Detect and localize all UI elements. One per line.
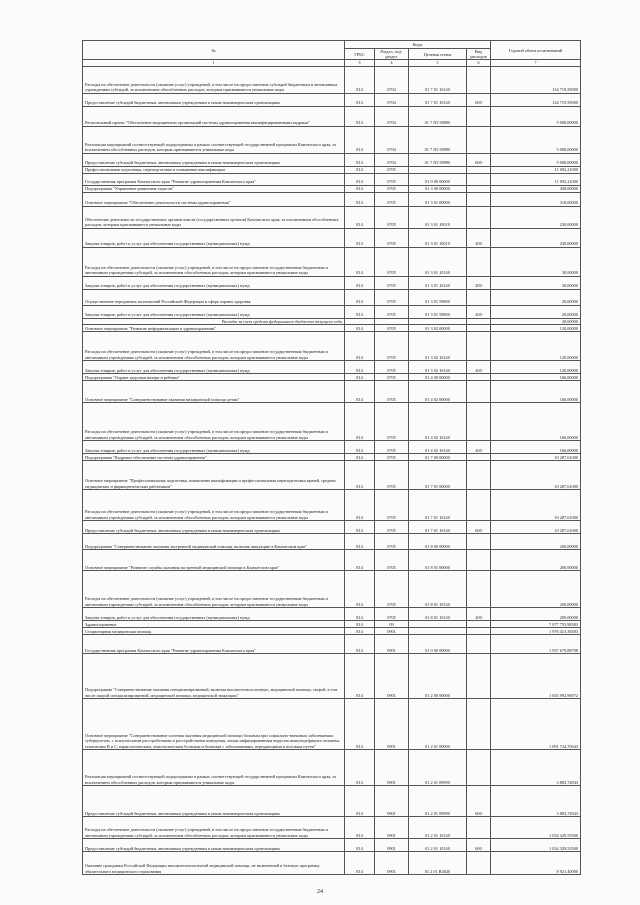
col-number-3: 3 xyxy=(345,60,375,66)
cell-sum: 3 883,74843 xyxy=(491,749,581,785)
cell-sec: 0705 xyxy=(375,549,409,570)
cell-grbs: 814 xyxy=(345,749,375,785)
cell-vid xyxy=(467,533,491,549)
cell-item: 01 2 01 R4020 xyxy=(409,851,467,874)
cell-item xyxy=(409,627,467,634)
cell-sec: 0705 xyxy=(375,533,409,549)
cell-grbs: 814 xyxy=(345,173,375,185)
cell-sec: 0705 xyxy=(375,402,409,440)
cell-item: 01 4 00 00000 xyxy=(409,373,467,380)
cell-vid: 200 xyxy=(467,360,491,373)
cell-sec: 0705 xyxy=(375,276,409,289)
cell-grbs: 814 xyxy=(345,331,375,360)
table-row xyxy=(83,489,581,520)
cell-name: Расходы на обеспечение деятельности (оказание услуг) учреждений, в том числе на предоставление государственным бюджетным и автономным учреждениям субсидий, за исключением обособленных расходов, которым присваиваются уникальные коды xyxy=(83,816,345,838)
cell-sum: 10 287,61000 xyxy=(491,453,581,460)
cell-sum: 120,00000 xyxy=(491,360,581,373)
cell-name: Осуществление переданных полномочий Российской Федерации в сфере охраны здоровья xyxy=(83,289,345,305)
col-number-4: 4 xyxy=(375,60,409,66)
cell-item: 01 3 00 00000 xyxy=(409,185,467,192)
cell-sec: 0705 xyxy=(375,192,409,206)
table-row xyxy=(83,289,581,305)
cell-item: 01 3 02 00000 xyxy=(409,324,467,331)
cell-sec: 0705 xyxy=(375,185,409,192)
cell-item: 01 3 01 59800 xyxy=(409,289,467,305)
cell-name: Подпрограмма "Совершенствование оказания экстренной медицинской помощи, включая эвакуацию в Камчатском крае" xyxy=(83,533,345,549)
cell-name: Расходы на обеспечение деятельности (оказание услуг) учреждений, в том числе на предоставление государственным бюджетным и автономным учреждениям субсидий, за исключением обособленных расходов, которым присваиваются уникальные коды xyxy=(83,331,345,360)
table-row xyxy=(83,816,581,838)
header-grbs: ГРБС xyxy=(345,49,375,60)
cell-sec: 0901 xyxy=(375,749,409,785)
cell-name: Расходы на обеспечение деятельности (оказание услуг) учреждений, в том числе на предоставление субсидий бюджетным и автономным учреждениям субсидий, за исключением обособленных расходов, которым присваиваются уникальные коды xyxy=(83,66,345,93)
cell-sum: 166,00000 xyxy=(491,402,581,440)
cell-vid xyxy=(467,173,491,185)
cell-vid: 600 xyxy=(467,520,491,533)
cell-sec: 0704 xyxy=(375,106,409,126)
table-row xyxy=(83,549,581,570)
table-row xyxy=(83,373,581,380)
cell-item: 01 7 01 10140 xyxy=(409,520,467,533)
cell-sec: 0901 xyxy=(375,851,409,874)
cell-sum: 10 287,61000 xyxy=(491,520,581,533)
cell-sum: 1 034 329,53500 xyxy=(491,816,581,838)
cell-name: Подпрограмма "Совершенствование оказания специализированной, включая высокотехнологичную, медицинской помощи, скорой, в том числе скорой специализированной, медицинской помощи, медицинской эвакуации" xyxy=(83,653,345,698)
cell-sec: 0705 xyxy=(375,324,409,331)
table-row xyxy=(83,533,581,549)
cell-vid xyxy=(467,373,491,380)
cell-vid: 600 xyxy=(467,838,491,851)
cell-sec: 0705 xyxy=(375,453,409,460)
cell-vid: 200 xyxy=(467,607,491,620)
cell-name: Закупка товаров, работ и услуг для обеспечения государственных (муниципальных) нужд xyxy=(83,305,345,318)
cell-grbs: 814 xyxy=(345,66,375,93)
cell-vid xyxy=(467,749,491,785)
cell-name: Основное мероприятие "Обеспечение деятельности системы здравоохранения" xyxy=(83,192,345,206)
cell-sum: 120,00000 xyxy=(491,324,581,331)
cell-sum: 1 976 413,38483 xyxy=(491,627,581,634)
cell-vid xyxy=(467,489,491,520)
cell-name: Предоставление субсидий бюджетным, автономным учреждениям и иным некоммерческим организациям xyxy=(83,153,345,166)
cell-item: 01 2 01 09990 xyxy=(409,749,467,785)
cell-sec: 0705 xyxy=(375,331,409,360)
cell-grbs: 814 xyxy=(345,289,375,305)
header-section: Раздел, под- раздел xyxy=(375,49,409,60)
cell-name: Расходы за счет средств федерального бюджета текущего года xyxy=(83,318,345,324)
cell-sum: 11 092,21000 xyxy=(491,173,581,185)
cell-name: Расходы на обеспечение деятельности (оказание услуг) учреждений, в том числе на предоставление государственным бюджетным и автономным учреждениям субсидий, за исключением обособленных расходов, которым присваиваются уникальные коды xyxy=(83,570,345,607)
cell-grbs: 814 xyxy=(345,276,375,289)
col-number-5: 5 xyxy=(409,60,467,66)
cell-item: 01 8 01 10140 xyxy=(409,607,467,620)
cell-grbs: 814 xyxy=(345,698,375,749)
cell-sum: 120,00000 xyxy=(491,331,581,360)
cell-sum: 230,00000 xyxy=(491,228,581,247)
cell-grbs: 814 xyxy=(345,360,375,373)
cell-vid xyxy=(467,247,491,276)
header-vid: Вид расходов xyxy=(467,49,491,60)
cell-sec: 0704 xyxy=(375,153,409,166)
cell-vid xyxy=(467,570,491,607)
cell-sec: 0705 xyxy=(375,373,409,380)
col-number-6: 6 xyxy=(467,60,491,66)
cell-vid xyxy=(467,289,491,305)
cell-sum: 30,00000 xyxy=(491,247,581,276)
cell-sum: 10 287,61000 xyxy=(491,489,581,520)
table-row xyxy=(83,440,581,453)
cell-sum: 28,60000 xyxy=(491,305,581,318)
cell-grbs: 814 xyxy=(345,520,375,533)
cell-name: Основное мероприятие "Совершенствование оказания медицинской помощи детям" xyxy=(83,380,345,402)
cell-grbs: 814 xyxy=(345,549,375,570)
cell-name: Здравоохранение xyxy=(83,620,345,627)
cell-vid: 600 xyxy=(467,153,491,166)
cell-grbs: 814 xyxy=(345,153,375,166)
cell-item: 01 8 01 10140 xyxy=(409,570,467,607)
cell-item: 01 3 01 10140 xyxy=(409,276,467,289)
cell-name: Закупка товаров, работ и услуг для обеспечения государственных (муниципальных) нужд xyxy=(83,276,345,289)
cell-vid xyxy=(467,453,491,460)
cell-sec: 0901 xyxy=(375,816,409,838)
cell-name: Расходы на обеспечение деятельности (оказание услуг) учреждений, в том числе на предоставление государственным бюджетным и автономным учреждениям субсидий, за исключением обособленных расходов, которым присваиваются уникальные коды xyxy=(83,489,345,520)
cell-name: Оказание гражданам Российской Федерации высокотехнологичной медицинской помощи, не включенной в базовую программу обязательного медицинского страхования xyxy=(83,851,345,874)
cell-sec: 0901 xyxy=(375,634,409,653)
table-row xyxy=(83,206,581,228)
cell-grbs: 814 xyxy=(345,402,375,440)
cell-sec: 0705 xyxy=(375,305,409,318)
cell-sum: 8 921,40000 xyxy=(491,851,581,874)
cell-name: Подпрограмма "Управление развитием отрасли" xyxy=(83,185,345,192)
cell-sec: 0705 xyxy=(375,460,409,489)
cell-name: Расходы на обеспечение деятельности (оказание услуг) учреждений, в том числе на предоставление государственным бюджетным и автономным учреждениям субсидий, за исключением обособленных расходов, которым присваиваются уникальные коды xyxy=(83,247,345,276)
cell-sum: 10 287,61000 xyxy=(491,460,581,489)
cell-sum: 5 000,00000 xyxy=(491,106,581,126)
col-number-1: 1 xyxy=(83,60,345,66)
cell-item: 01 7 N5 09990 xyxy=(409,126,467,153)
cell-grbs: 814 xyxy=(345,126,375,153)
table-row xyxy=(83,749,581,785)
cell-vid: 200 xyxy=(467,305,491,318)
cell-sec: 0705 xyxy=(375,173,409,185)
cell-sec: 0705 xyxy=(375,570,409,607)
cell-item: 01 7 01 10140 xyxy=(409,489,467,520)
cell-sec: 0705 xyxy=(375,206,409,228)
cell-sec: 0705 xyxy=(375,247,409,276)
table-row xyxy=(83,653,581,698)
cell-vid xyxy=(467,653,491,698)
cell-vid xyxy=(467,331,491,360)
cell-sum: 28,60000 xyxy=(491,289,581,305)
cell-item: 01 4 02 00000 xyxy=(409,380,467,402)
table-row xyxy=(83,324,581,331)
cell-vid: 200 xyxy=(467,440,491,453)
cell-item: 01 4 02 10140 xyxy=(409,440,467,453)
table-row xyxy=(83,785,581,816)
cell-item: 01 3 01 10140 xyxy=(409,247,467,276)
cell-name: Региональный проект "Обеспечение медицинских организаций системы здравоохранения квалифицированными кадрами" xyxy=(83,106,345,126)
cell-grbs: 814 xyxy=(345,533,375,549)
table-body xyxy=(83,66,581,874)
cell-sum: 3 883,74843 xyxy=(491,785,581,816)
cell-item: 01 2 00 00000 xyxy=(409,653,467,698)
table-row xyxy=(83,380,581,402)
cell-name: Предоставление субсидий бюджетным, автономным учреждениям и иным некоммерческим организациям xyxy=(83,520,345,533)
col-number-7: 7 xyxy=(491,60,581,66)
page-number: 24 xyxy=(317,889,323,895)
cell-grbs: 814 xyxy=(345,185,375,192)
table-row xyxy=(83,570,581,607)
table-header xyxy=(83,41,581,67)
cell-vid xyxy=(467,166,491,173)
table-row xyxy=(83,305,581,318)
cell-item: 01 0 00 00000 xyxy=(409,634,467,653)
cell-sec: 0705 xyxy=(375,440,409,453)
cell-grbs: 814 xyxy=(345,440,375,453)
cell-vid xyxy=(467,549,491,570)
table-row xyxy=(83,192,581,206)
cell-grbs: 814 xyxy=(345,653,375,698)
cell-name: Основное мероприятие "Развитие информатизации в здравоохранении" xyxy=(83,324,345,331)
header-number: № xyxy=(83,41,345,60)
cell-grbs: 814 xyxy=(345,627,375,634)
cell-sec: 0705 xyxy=(375,289,409,305)
cell-sum: 1 635 992,96972 xyxy=(491,653,581,698)
table-row xyxy=(83,838,581,851)
cell-name: Закупка товаров, работ и услуг для обеспечения государственных (муниципальных) нужд xyxy=(83,360,345,373)
cell-sum: 200,00000 xyxy=(491,533,581,549)
cell-sec: 0901 xyxy=(375,627,409,634)
cell-item: 01 2 01 00000 xyxy=(409,698,467,749)
cell-vid xyxy=(467,851,491,874)
cell-grbs: 814 xyxy=(345,324,375,331)
cell-sec: 0704 xyxy=(375,93,409,106)
table-row xyxy=(83,166,581,173)
cell-item xyxy=(409,620,467,627)
cell-grbs: 814 xyxy=(345,305,375,318)
cell-sum: 200,00000 xyxy=(491,607,581,620)
cell-vid xyxy=(467,698,491,749)
cell-item: 01 3 02 10140 xyxy=(409,331,467,360)
cell-sum: 438,60000 xyxy=(491,185,581,192)
cell-sec: 0705 xyxy=(375,166,409,173)
cell-name: Профессиональная подготовка, переподготовка и повышение квалификации xyxy=(83,166,345,173)
cell-vid xyxy=(467,126,491,153)
cell-sum: 11 092,21000 xyxy=(491,166,581,173)
cell-sum: 166,00000 xyxy=(491,373,581,380)
cell-sec: 0705 xyxy=(375,380,409,402)
table-row xyxy=(83,106,581,126)
cell-item: 01 4 02 10140 xyxy=(409,402,467,440)
table-row xyxy=(83,331,581,360)
cell-item: 01 3 01 00000 xyxy=(409,192,467,206)
cell-sum: 134 719,59000 xyxy=(491,93,581,106)
cell-item: 01 3 01 10010 xyxy=(409,228,467,247)
cell-item: 01 3 02 10140 xyxy=(409,360,467,373)
cell-sum: 230,00000 xyxy=(491,206,581,228)
cell-item: 01 7 01 10140 xyxy=(409,66,467,93)
table-row xyxy=(83,276,581,289)
cell-sec: 0705 xyxy=(375,360,409,373)
cell-name: Закупка товаров, работ и услуг для обеспечения государственных (муниципальных) нужд xyxy=(83,440,345,453)
cell-vid: 600 xyxy=(467,93,491,106)
table-row xyxy=(83,153,581,166)
cell-grbs: 814 xyxy=(345,192,375,206)
cell-item: 01 2 01 10140 xyxy=(409,816,467,838)
cell-grbs: 814 xyxy=(345,634,375,653)
cell-name: Предоставление субсидий бюджетным, автономным учреждениям и иным некоммерческим организациям xyxy=(83,838,345,851)
table-row xyxy=(83,453,581,460)
cell-grbs: 814 xyxy=(345,206,375,228)
cell-sum: 318,60000 xyxy=(491,192,581,206)
cell-item: 01 7 01 10140 xyxy=(409,93,467,106)
cell-vid: 600 xyxy=(467,785,491,816)
cell-name: Государственная программа Камчатского края "Развитие здравоохранения Камчатского края" xyxy=(83,634,345,653)
table-row xyxy=(83,402,581,440)
table-row xyxy=(83,360,581,373)
header-codes: Коды xyxy=(345,41,491,49)
cell-sum: 5 000,00000 xyxy=(491,153,581,166)
cell-sec: 0705 xyxy=(375,520,409,533)
table-row xyxy=(83,66,581,93)
cell-item: 01 7 N5 00000 xyxy=(409,106,467,126)
cell-item: 01 8 00 00000 xyxy=(409,533,467,549)
cell-name: Обеспечение деятельности государственных органов власти (государственных органов) Камчатского края, за исключением обособленных расходов, которым присваиваются уникальные коды xyxy=(83,206,345,228)
cell-grbs: 814 xyxy=(345,373,375,380)
cell-vid xyxy=(467,380,491,402)
table-row xyxy=(83,851,581,874)
cell-vid: 200 xyxy=(467,276,491,289)
cell-sec: 0901 xyxy=(375,698,409,749)
cell-name: Стационарная медицинская помощь xyxy=(83,627,345,634)
cell-sum: 28,60000 xyxy=(491,318,581,324)
cell-sec: 0705 xyxy=(375,228,409,247)
cell-item xyxy=(409,166,467,173)
cell-vid xyxy=(467,620,491,627)
cell-item: 01 0 00 00000 xyxy=(409,173,467,185)
cell-grbs: 814 xyxy=(345,838,375,851)
table-row xyxy=(83,634,581,653)
cell-name: Предоставление субсидий бюджетным, автономным учреждениям и иным некоммерческим организациям xyxy=(83,785,345,816)
table-row xyxy=(83,173,581,185)
table-row xyxy=(83,185,581,192)
cell-grbs: 814 xyxy=(345,228,375,247)
table-row xyxy=(83,126,581,153)
cell-vid xyxy=(467,627,491,634)
header-sum: Годовой объем ассигнований xyxy=(491,41,581,60)
cell-sum: 5 000,00000 xyxy=(491,126,581,153)
cell-vid xyxy=(467,816,491,838)
cell-name: Подпрограмма "Охрана здоровья матери и ребенка" xyxy=(83,373,345,380)
cell-grbs: 814 xyxy=(345,620,375,627)
cell-grbs: 814 xyxy=(345,380,375,402)
cell-sum: 7 077 755,98383 xyxy=(491,620,581,627)
cell-vid xyxy=(467,185,491,192)
cell-grbs: 814 xyxy=(345,460,375,489)
cell-sum: 200,00000 xyxy=(491,570,581,607)
cell-vid xyxy=(467,206,491,228)
cell-item: 01 2 01 10140 xyxy=(409,838,467,851)
cell-sec: 0901 xyxy=(375,653,409,698)
table-row xyxy=(83,228,581,247)
cell-name: Основное мероприятие "Совершенствование системы оказания медицинской помощи больным при социально-значимых заболеваниях: туберкулезом, с психическими расстройствами и расстройствами поведения, лицам инфицированным вирусом иммунодефицита человека, гепатитами В и С, наркологическим, онкологическим больным и больным с заболеваниями, передающимися половым путем" xyxy=(83,698,345,749)
cell-vid: 200 xyxy=(467,228,491,247)
cell-sec: 09 xyxy=(375,620,409,627)
cell-grbs: 814 xyxy=(345,785,375,816)
table-row xyxy=(83,520,581,533)
cell-item: 01 2 01 09990 xyxy=(409,785,467,816)
cell-sec: 0705 xyxy=(375,489,409,520)
cell-item: 01 7 N5 09990 xyxy=(409,153,467,166)
cell-sum: 1 937 679,88708 xyxy=(491,634,581,653)
cell-item: 01 7 00 00000 xyxy=(409,453,467,460)
table-row xyxy=(83,627,581,634)
cell-grbs: 814 xyxy=(345,106,375,126)
cell-sec: 0704 xyxy=(375,126,409,153)
budget-table xyxy=(82,40,581,875)
cell-sum: 134 719,59000 xyxy=(491,66,581,93)
cell-grbs: 814 xyxy=(345,816,375,838)
cell-grbs: 814 xyxy=(345,570,375,607)
cell-sec: 0705 xyxy=(375,607,409,620)
table-row xyxy=(83,698,581,749)
cell-vid xyxy=(467,66,491,93)
cell-name: Подпрограмма "Кадровое обеспечение системы здравоохранения" xyxy=(83,453,345,460)
cell-grbs: 814 xyxy=(345,247,375,276)
table-row xyxy=(83,620,581,627)
cell-vid xyxy=(467,324,491,331)
cell-name: Основное мероприятие "Профессиональная подготовка, повышение квалификации и профессиональная переподготовка врачей, средних медицинских и фармацевтических работников" xyxy=(83,460,345,489)
cell-sum: 1 091 724,70643 xyxy=(491,698,581,749)
cell-name: Реализация мероприятий соответствующей подпрограммы в рамках соответствующей государственной программы Камчатского края, за исключением обособленных расходов, которым присваиваются уникальные коды xyxy=(83,126,345,153)
cell-sum: 30,00000 xyxy=(491,276,581,289)
table-row xyxy=(83,607,581,620)
cell-item: 01 3 01 59800 xyxy=(409,305,467,318)
cell-grbs: 814 xyxy=(345,607,375,620)
cell-vid xyxy=(467,192,491,206)
cell-grbs: 814 xyxy=(345,851,375,874)
cell-grbs: 814 xyxy=(345,93,375,106)
cell-name: Закупка товаров, работ и услуг для обеспечения государственных (муниципальных) нужд xyxy=(83,228,345,247)
cell-vid xyxy=(467,402,491,440)
cell-name: Государственная программа Камчатского края "Развитие здравоохранения Камчатского края" xyxy=(83,173,345,185)
cell-name: Основное мероприятие "Развитие службы оказания экстренной медицинской помощи в Камчатском крае" xyxy=(83,549,345,570)
cell-sec: 0901 xyxy=(375,838,409,851)
cell-sum: 200,00000 xyxy=(491,549,581,570)
table-row xyxy=(83,247,581,276)
cell-name: Закупка товаров, работ и услуг для обеспечения государственных (муниципальных) нужд xyxy=(83,607,345,620)
cell-sum: 166,00000 xyxy=(491,380,581,402)
cell-item: 01 3 01 10010 xyxy=(409,206,467,228)
cell-grbs: 814 xyxy=(345,453,375,460)
cell-item: 01 7 01 00000 xyxy=(409,460,467,489)
cell-sec: 0901 xyxy=(375,785,409,816)
cell-vid xyxy=(467,106,491,126)
cell-name: Предоставление субсидий бюджетным, автономным учреждениям и иным некоммерческим организациям xyxy=(83,93,345,106)
cell-sum: 166,00000 xyxy=(491,440,581,453)
cell-sec: 0704 xyxy=(375,66,409,93)
cell-name: Расходы на обеспечение деятельности (оказание услуг) учреждений, в том числе на предоставление государственным бюджетным и автономным учреждениям субсидий, за исключением обособленных расходов, которым присваиваются уникальные коды xyxy=(83,402,345,440)
cell-item: 01 8 01 00000 xyxy=(409,549,467,570)
cell-grbs: 814 xyxy=(345,166,375,173)
cell-grbs: 814 xyxy=(345,489,375,520)
cell-vid xyxy=(467,460,491,489)
table-row xyxy=(83,93,581,106)
cell-vid xyxy=(467,634,491,653)
table-row xyxy=(83,460,581,489)
cell-sum: 1 034 329,53500 xyxy=(491,838,581,851)
cell-name: Реализация мероприятий соответствующей подпрограммы в рамках соответствующей государственной программы Камчатского края, за исключением обособленных расходов, которым присваиваются уникальные коды xyxy=(83,749,345,785)
header-item: Целевая статья xyxy=(409,49,467,60)
